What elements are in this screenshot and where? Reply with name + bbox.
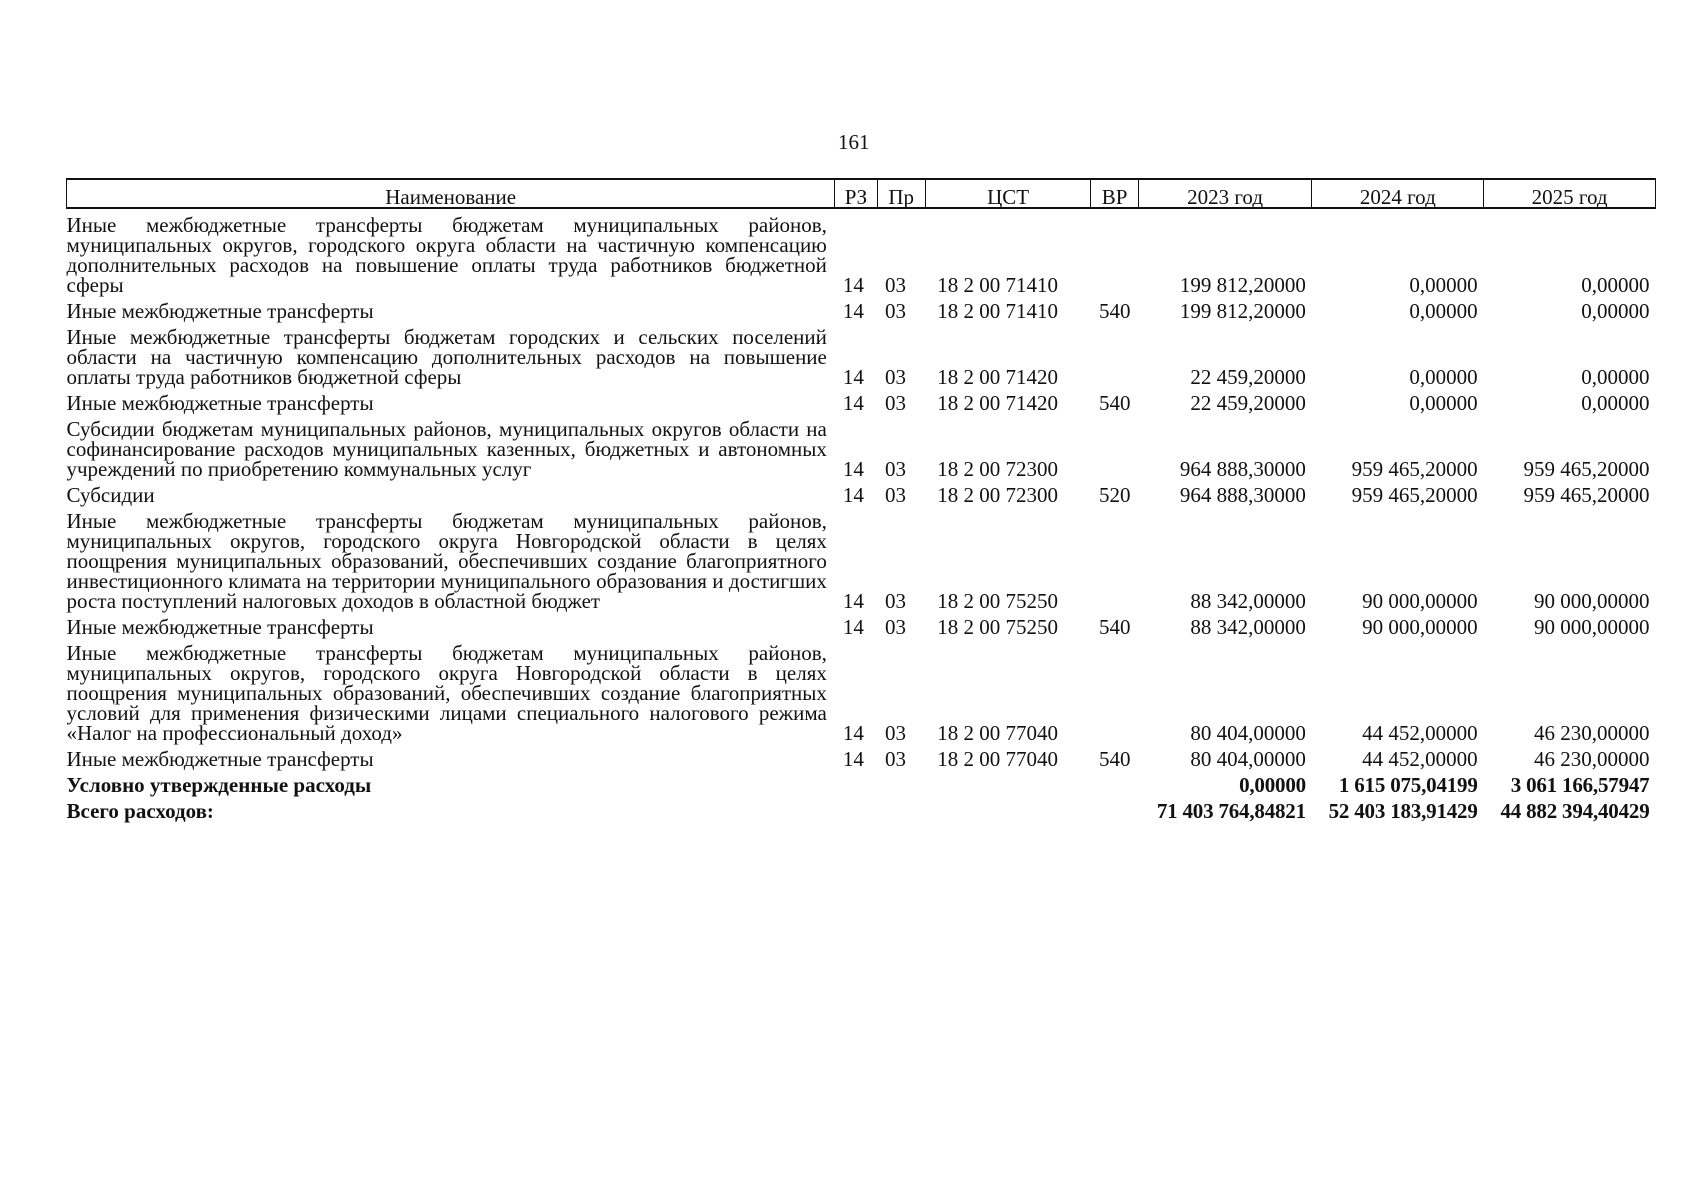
total-conditional-2023: 0,00000 [1239, 773, 1306, 797]
row-2024: 0,00000 [1409, 273, 1478, 297]
row-2024: 0,00000 [1409, 299, 1478, 323]
total-all-2023: 71 403 764,84821 [1156, 799, 1306, 823]
total-all-2025: 44 882 394,40429 [1500, 799, 1650, 823]
row-2024: 44 452,00000 [1362, 747, 1478, 771]
row-name: Иные межбюджетные трансферты [66, 299, 374, 323]
row-cst: 18 2 00 72300 [937, 457, 1058, 481]
row-2023: 22 459,20000 [1190, 391, 1306, 415]
row-vr: 540 [1098, 747, 1131, 771]
row-2023: 80 404,00000 [1190, 721, 1306, 745]
row-2024: 90 000,00000 [1362, 615, 1478, 639]
total-row-all [67, 795, 1656, 821]
row-vr [1091, 321, 1138, 387]
row-2024: 0,00000 [1409, 365, 1478, 389]
row-cst: 18 2 00 77040 [937, 747, 1058, 771]
row-2025: 959 465,20000 [1523, 457, 1650, 481]
row-pr: 03 [885, 589, 907, 613]
row-pr: 03 [885, 483, 907, 507]
table-row [67, 387, 1656, 413]
header-2025: 2025 год [1484, 179, 1656, 208]
row-2023: 22 459,20000 [1190, 365, 1306, 389]
header-2023: 2023 год [1138, 179, 1312, 208]
row-name: Иные межбюджетные трансферты [66, 391, 374, 415]
table-row [67, 479, 1656, 505]
page-number: 161 [838, 130, 870, 154]
row-2024: 959 465,20000 [1351, 483, 1478, 507]
row-2024: 959 465,20000 [1351, 457, 1478, 481]
row-2024: 0,00000 [1409, 391, 1478, 415]
row-rz: 14 [842, 747, 864, 771]
row-pr: 03 [885, 747, 907, 771]
row-vr: 540 [1098, 615, 1131, 639]
row-2024: 44 452,00000 [1362, 721, 1478, 745]
header-pr: Пр [877, 179, 925, 208]
row-2025: 0,00000 [1581, 273, 1650, 297]
row-rz: 14 [842, 483, 864, 507]
row-2023: 88 342,00000 [1190, 589, 1306, 613]
row-rz: 14 [842, 457, 864, 481]
row-pr: 03 [885, 273, 907, 297]
header-name: Наименование [67, 179, 835, 208]
header-2024: 2024 год [1312, 179, 1484, 208]
total-row-conditional [67, 769, 1656, 795]
row-2024: 90 000,00000 [1362, 589, 1478, 613]
total-conditional-label: Условно утвержденные расходы [66, 773, 372, 797]
header-vr: ВР [1091, 179, 1138, 208]
row-2023: 88 342,00000 [1190, 615, 1306, 639]
row-vr: 520 [1098, 483, 1131, 507]
row-rz: 14 [842, 299, 864, 323]
row-vr [1091, 208, 1138, 295]
row-2023: 964 888,30000 [1179, 457, 1306, 481]
row-name: Иные межбюджетные трансферты [66, 747, 374, 771]
total-all-2024: 52 403 183,91429 [1328, 799, 1478, 823]
row-name: Иные межбюджетные трансферты бюджетам муниципальных районов, муниципальных округов, городского округа Новгородской области в целях поощрения муниципальных образований, обеспечивших создание благоприятного инвестиционного климата на территории муниципального образования и достигших роста поступлений налоговых доходов в областной бюджет [66, 509, 827, 613]
row-2025: 90 000,00000 [1534, 589, 1650, 613]
table-row [67, 505, 1656, 611]
row-cst: 18 2 00 71420 [937, 391, 1058, 415]
table-row [67, 208, 1656, 295]
row-pr: 03 [885, 721, 907, 745]
row-vr [1091, 505, 1138, 611]
row-rz: 14 [842, 615, 864, 639]
row-rz: 14 [842, 391, 864, 415]
row-vr [1091, 637, 1138, 743]
row-2023: 199 812,20000 [1179, 273, 1306, 297]
row-rz: 14 [842, 589, 864, 613]
table-row [67, 611, 1656, 637]
row-2023: 80 404,00000 [1190, 747, 1306, 771]
row-cst: 18 2 00 71410 [937, 299, 1058, 323]
table-row [67, 321, 1656, 387]
row-rz: 14 [842, 365, 864, 389]
row-2025: 0,00000 [1581, 365, 1650, 389]
row-cst: 18 2 00 75250 [937, 589, 1058, 613]
row-cst: 18 2 00 77040 [937, 721, 1058, 745]
header-rz: РЗ [835, 179, 877, 208]
table-row [67, 413, 1656, 479]
header-cst: ЦСТ [925, 179, 1091, 208]
row-name: Субсидии бюджетам муниципальных районов, муниципальных округов области на софинансирование расходов муниципальных казенных, бюджетных и автономных учреждений по приобретению коммунальных услуг [66, 417, 827, 481]
row-pr: 03 [885, 365, 907, 389]
table-row [67, 743, 1656, 769]
row-rz: 14 [842, 721, 864, 745]
row-vr [1091, 413, 1138, 479]
row-2023: 199 812,20000 [1179, 299, 1306, 323]
row-name: Иные межбюджетные трансферты бюджетам городских и сельских поселений области на частичную компенсацию дополнительных расходов на повышение оплаты труда работников бюджетной сферы [66, 325, 827, 389]
budget-expenditure-table [66, 178, 1656, 821]
row-2025: 46 230,00000 [1534, 747, 1650, 771]
table-header-row [67, 179, 1656, 208]
row-vr: 540 [1098, 299, 1131, 323]
row-2025: 0,00000 [1581, 391, 1650, 415]
total-all-label: Всего расходов: [66, 799, 214, 823]
row-2025: 90 000,00000 [1534, 615, 1650, 639]
table-row [67, 637, 1656, 743]
row-pr: 03 [885, 391, 907, 415]
row-vr: 540 [1098, 391, 1131, 415]
row-2025: 46 230,00000 [1534, 721, 1650, 745]
row-cst: 18 2 00 72300 [937, 483, 1058, 507]
row-rz: 14 [842, 273, 864, 297]
row-2023: 964 888,30000 [1179, 483, 1306, 507]
row-name: Субсидии [66, 483, 155, 507]
row-cst: 18 2 00 75250 [937, 615, 1058, 639]
row-2025: 959 465,20000 [1523, 483, 1650, 507]
row-cst: 18 2 00 71410 [937, 273, 1058, 297]
row-name: Иные межбюджетные трансферты [66, 615, 374, 639]
row-cst: 18 2 00 71420 [937, 365, 1058, 389]
row-name: Иные межбюджетные трансферты бюджетам муниципальных районов, муниципальных округов, городского округа области на частичную компенсацию дополнительных расходов на повышение оплаты труда работников бюджетной сферы [66, 213, 827, 297]
row-pr: 03 [885, 457, 907, 481]
row-name: Иные межбюджетные трансферты бюджетам муниципальных районов, муниципальных округов, городского округа Новгородской области в целях поощрения муниципальных образований, обеспечивших создание благоприятных условий для применения физическими лицами специального налогового режима «Налог на профессиональный доход» [66, 641, 827, 745]
row-pr: 03 [885, 615, 907, 639]
total-conditional-2024: 1 615 075,04199 [1338, 773, 1478, 797]
total-conditional-2025: 3 061 166,57947 [1510, 773, 1650, 797]
row-2025: 0,00000 [1581, 299, 1650, 323]
row-pr: 03 [885, 299, 907, 323]
table-row [67, 295, 1656, 321]
